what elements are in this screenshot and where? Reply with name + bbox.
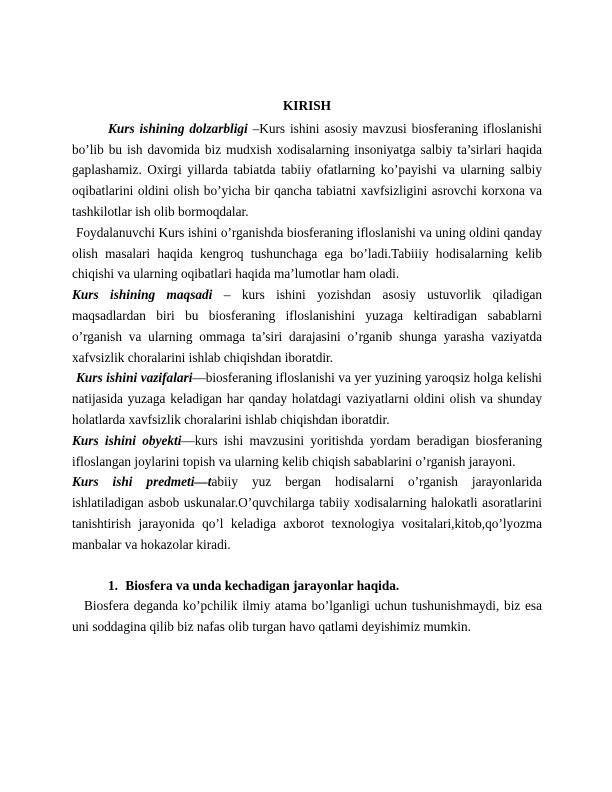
relevance-paragraph: [72, 119, 542, 223]
subject-term: Kurs ishi predmeti—t: [72, 474, 212, 490]
subject-text: abiiy yuz bergan hodisalarni o’rganish jarayonlarida ishlatiladigan asbob uskunalar.O’quvchilarga tabiiy xodisalarning halokatli asoratlarini tanishtirish jarayonida qo’l keladiga axborot texnologiya vositalari,kitob,qo’lyozma manbalar va hokazolar kiradi.: [72, 474, 543, 552]
tasks-term: Kurs ishini vazifalari: [76, 370, 193, 386]
object-text: —kurs ishi mavzusini yoritishda yordam beradigan biosferaning ifloslangan joylarini topish va ularning kelib chiqish sabablarini o’rganish jarayoni.: [72, 432, 542, 469]
biosphere-text: Biosfera deganda ko’pchilik ilmiy atama bo’lganligi uchun tushunishmaydi, biz esa uni soddagina qilib biz nafas olib turgan havo qatlami deyishimiz mumkin.: [72, 598, 542, 635]
biosphere-paragraph: [72, 596, 542, 638]
section-heading: [72, 576, 542, 597]
tasks-paragraph: [72, 368, 542, 430]
section-title: Biosfera va unda kechadigan jarayonlar haqida.: [125, 577, 400, 593]
document-page: [72, 96, 542, 638]
goal-term: Kurs ishining maqsadi: [72, 287, 213, 303]
goal-paragraph: [72, 285, 542, 368]
subject-paragraph: [72, 472, 542, 555]
section-number: 1.: [108, 577, 118, 593]
goal-text: – kurs ishini yozishdan asosiy ustuvorlik qiladigan maqsadlardan biri bu biosferaning ifloslanishini yuzaga keltiradigan sabablarni o’rganish va ularning ommaga ta’siri darajasini o’rganib shunga yarasha vaziyatda xafvsizlik choralarini ishlab chiqishdan iboratdir.: [72, 287, 542, 365]
page-title: KIRISH: [282, 98, 332, 113]
relevance-term: Kurs ishining dolzarbligi: [108, 120, 248, 136]
relevance-text: –Kurs ishini asosiy mavzusi biosferaning ifloslanishi bo’lib bu ish davomida biz mudxish xodisalarning insoniyatga salbiy ta’sirlari haqida gaplashamiz. Oxirgi yillarda tabiatda tabiiy ofatlarning ko’payishi va ularning salbiy oqibatlarini oldini olish bo’yicha bir qancha tabiatni xavfsizligini asrovchi korxona va tashkilotlar ish olib bormoqdalar.: [72, 120, 542, 219]
user-text: Foydalanuvchi Kurs ishini o’rganishda biosferaning ifloslanishi va uning oldini qanday olish masalari haqida kengroq tushunchaga ega bo’ladi.Tabiiiy hodisalarning kelib chiqishi va ularning oqibatlari haqida ma’lumotlar ham oladi.: [72, 224, 542, 282]
user-paragraph: [72, 223, 542, 285]
object-term: Kurs ishini obyekti: [72, 432, 182, 448]
tasks-text: —biosferaning ifloslanishi va yer yuzining yaroqsiz holga kelishi natijasida yuzaga keladigan har qanday holatdagi vaziyatlarni oldini olish va shunday holatlarda xavfsizlik choralarini ishlab chiqishdan iboratdir.: [72, 370, 542, 427]
object-paragraph: [72, 431, 542, 473]
